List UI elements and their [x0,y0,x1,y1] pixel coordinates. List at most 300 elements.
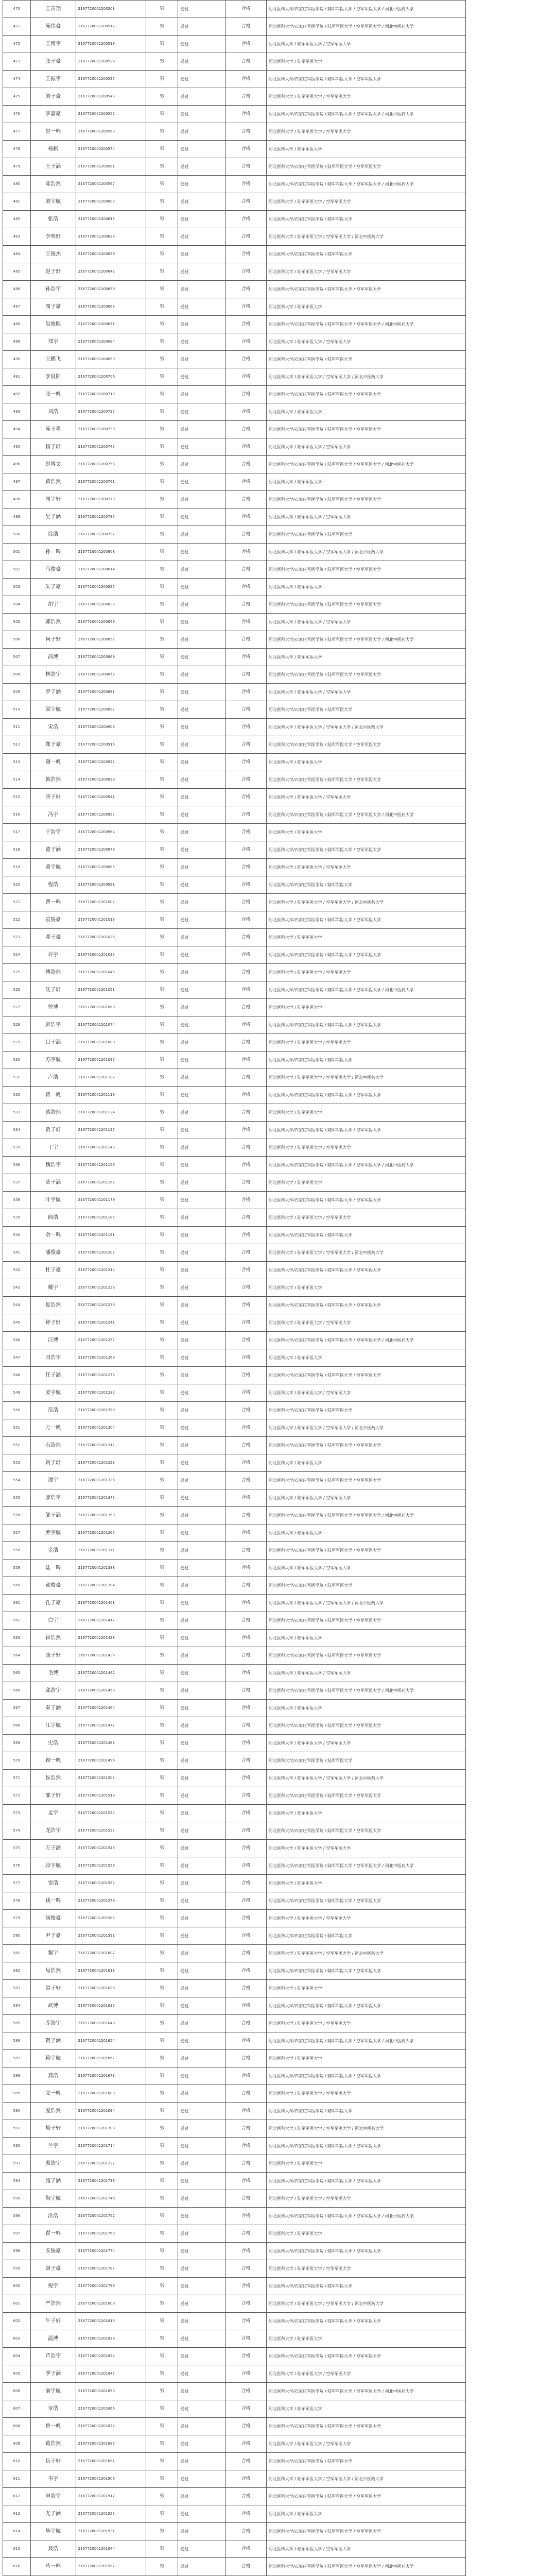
check-result-cell: 通过 [178,106,226,123]
check-result-cell: 通过 [178,614,226,631]
exam-number-cell: 2167720001200938 [76,771,146,789]
candidate-name-cell: 孟宇 [30,1805,76,1822]
check-result-cell: 通过 [178,1630,226,1647]
political-review-cell: 合格 [225,2190,266,2208]
political-review-cell: 合格 [225,53,266,71]
volunteer-schools-cell: 河北医科大学 / 陆军军医大学 / 空军军医大学 [266,1665,465,1682]
candidate-name-cell: 郑宇 [30,333,76,351]
table-row [3,1997,466,2015]
gender-cell: 男 [146,2435,178,2453]
check-result-cell: 通过 [178,684,226,701]
check-result-cell: 通过 [178,2085,226,2103]
volunteer-schools-cell: 河北医科大学 / 陆军军医大学 [266,2505,465,2523]
check-result-cell: 通过 [178,53,226,71]
volunteer-schools-cell: 河北医科大学/石家庄军医学院 / 陆军军医大学 / 空军军医大学 [266,1262,465,1279]
political-review-cell: 合格 [225,1857,266,1875]
gender-cell: 男 [146,1332,178,1349]
gender-cell: 男 [146,2103,178,2120]
political-review-cell: 合格 [225,1577,266,1595]
table-row [3,1279,466,1297]
volunteer-schools-cell: 河北医科大学/石家庄军医学院 / 陆军军医大学 [266,1927,465,1945]
exam-number-cell: 2167720001200738 [76,421,146,438]
volunteer-schools-cell: 河北医科大学 / 陆军军医大学 [266,579,465,596]
gender-cell: 男 [146,2313,178,2330]
check-result-cell: 通过 [178,631,226,649]
row-number-cell: 543 [3,1279,31,1297]
political-review-cell: 合格 [225,649,266,666]
table-row [3,491,466,509]
volunteer-schools-cell: 河北医科大学/石家庄军医学院 / 陆军军医大学 / 空军军医大学 [266,1192,465,1209]
gender-cell: 男 [146,894,178,911]
volunteer-schools-cell: 河北医科大学 / 陆军军医大学 [266,1104,465,1122]
check-result-cell: 通过 [178,894,226,911]
candidate-name-cell: 朱子豪 [30,579,76,596]
check-result-cell: 通过 [178,1419,226,1437]
table-row [3,456,466,473]
gender-cell: 男 [146,1314,178,1332]
gender-cell: 男 [146,1454,178,1472]
political-review-cell: 合格 [225,1314,266,1332]
row-number-cell: 535 [3,1139,31,1157]
gender-cell: 男 [146,1822,178,1840]
check-result-cell: 通过 [178,789,226,806]
check-result-cell: 通过 [178,1052,226,1069]
table-row [3,1157,466,1174]
table-row [3,1577,466,1595]
table-row [3,298,466,316]
table-row [3,1787,466,1805]
political-review-cell: 合格 [225,1384,266,1402]
exam-number-cell: 2167720001201089 [76,1034,146,1052]
candidate-name-cell: 季子涵 [30,2365,76,2383]
row-number-cell: 523 [3,929,31,946]
exam-number-cell: 2167720001200756 [76,456,146,473]
row-number-cell: 589 [3,2085,31,2103]
candidate-name-cell: 姚子轩 [30,1454,76,1472]
check-result-cell: 通过 [178,649,226,666]
political-review-cell: 合格 [225,1087,266,1104]
gender-cell: 男 [146,421,178,438]
volunteer-schools-cell: 河北医科大学/石家庄军医学院 / 陆军军医大学 / 空军军医大学 / 河北中医药大学 [266,2383,465,2400]
check-result-cell: 通过 [178,1647,226,1665]
exam-number-cell: 2167720001200663 [76,298,146,316]
table-row [3,2418,466,2435]
table-row [3,71,466,88]
candidate-name-cell: 康子轩 [30,1647,76,1665]
candidate-name-cell: 毕宇航 [30,2523,76,2540]
row-number-cell: 582 [3,1962,31,1980]
row-number-cell: 580 [3,1927,31,1945]
check-result-cell: 通过 [178,2278,226,2295]
exam-number-cell: 2167720001200690 [76,351,146,368]
political-review-cell: 合格 [225,2365,266,2383]
gender-cell: 男 [146,2400,178,2418]
candidate-name-cell: 黄浩然 [30,473,76,491]
row-number-cell: 555 [3,1489,31,1507]
gender-cell: 男 [146,2225,178,2243]
political-review-cell: 合格 [225,1489,266,1507]
volunteer-schools-cell: 河北医科大学 / 陆军军医大学 / 空军军医大学 / 河北中医药大学 [266,2295,465,2313]
political-review-cell: 合格 [225,2243,266,2260]
check-result-cell: 通过 [178,141,226,158]
row-number-cell: 491 [3,368,31,386]
exam-number-cell: 2167720001201179 [76,1192,146,1209]
exam-number-cell: 2167720001201162 [76,1174,146,1192]
gender-cell: 男 [146,1665,178,1682]
row-number-cell: 475 [3,88,31,106]
table-row [3,1209,466,1227]
table-row [3,263,466,281]
political-review-cell: 合格 [225,1297,266,1314]
gender-cell: 男 [146,1805,178,1822]
political-review-cell: 合格 [225,1332,266,1349]
check-result-cell: 通过 [178,824,226,841]
gender-cell: 男 [146,596,178,614]
table-row [3,1297,466,1314]
table-row [3,316,466,333]
check-result-cell: 通过 [178,1349,226,1367]
row-number-cell: 551 [3,1419,31,1437]
table-row [3,1910,466,1927]
table-row [3,1892,466,1910]
row-number-cell: 557 [3,1524,31,1542]
political-review-cell: 合格 [225,1227,266,1244]
table-row [3,1332,466,1349]
political-review-cell: 合格 [225,526,266,544]
political-review-cell: 合格 [225,2173,266,2190]
candidate-name-cell: 郑子豪 [30,736,76,754]
political-review-cell: 合格 [225,1034,266,1052]
gender-cell: 男 [146,53,178,71]
row-number-cell: 489 [3,333,31,351]
row-number-cell: 606 [3,2383,31,2400]
check-result-cell: 通过 [178,158,226,176]
gender-cell: 男 [146,1209,178,1227]
candidate-name-cell: 韦宇 [30,2470,76,2488]
row-number-cell: 547 [3,1349,31,1367]
political-review-cell: 合格 [225,2540,266,2558]
volunteer-schools-cell: 河北医科大学/石家庄军医学院 / 陆军军医大学 / 空军军医大学 [266,666,465,684]
volunteer-schools-cell: 河北医科大学/石家庄军医学院 / 陆军军医大学 / 空军军医大学 [266,1122,465,1139]
candidate-name-cell: 赖宇航 [30,2050,76,2067]
political-review-cell: 合格 [225,141,266,158]
check-result-cell: 通过 [178,1174,226,1192]
political-review-cell: 合格 [225,1770,266,1787]
political-review-cell: 合格 [225,666,266,684]
row-number-cell: 502 [3,561,31,579]
table-row [3,1016,466,1034]
gender-cell: 男 [146,981,178,999]
political-review-cell: 合格 [225,2032,266,2050]
table-row [3,841,466,859]
volunteer-schools-cell: 河北医科大学/石家庄军医学院 / 陆军军医大学 / 空军军医大学 / 河北中医药大学 [266,1682,465,1700]
volunteer-schools-cell: 河北医科大学/石家庄军医学院 / 陆军军医大学 / 空军军医大学 [266,736,465,754]
exam-number-cell: 2167720001200875 [76,666,146,684]
gender-cell: 男 [146,2278,178,2295]
volunteer-schools-cell: 河北医科大学/石家庄军医学院 / 陆军军医大学 / 空军军医大学 [266,1016,465,1034]
row-number-cell: 531 [3,1069,31,1087]
candidate-name-cell: 邹子涵 [30,1507,76,1524]
gender-cell: 男 [146,1542,178,1560]
table-row [3,859,466,876]
row-number-cell: 501 [3,544,31,561]
check-result-cell: 通过 [178,1244,226,1262]
volunteer-schools-cell: 河北医科大学/石家庄军医学院 / 陆军军医大学 / 空军军医大学 [266,1892,465,1910]
check-result-cell: 通过 [178,946,226,964]
volunteer-schools-cell: 河北医科大学/石家庄军医学院 / 陆军军医大学 / 空军军医大学 [266,946,465,964]
gender-cell: 男 [146,2138,178,2155]
political-review-cell: 合格 [225,71,266,88]
row-number-cell: 567 [3,1700,31,1717]
exam-number-cell: 2167720001201394 [76,1577,146,1595]
row-number-cell: 564 [3,1647,31,1665]
table-row [3,1314,466,1332]
political-review-cell: 合格 [225,1840,266,1857]
volunteer-schools-cell: 河北医科大学/石家庄军医学院 / 陆军军医大学 / 空军军医大学 [266,1647,465,1665]
volunteer-schools-cell: 河北医科大学 / 陆军军医大学 / 空军军医大学 [266,1139,465,1157]
political-review-cell: 合格 [225,2330,266,2348]
candidate-name-cell: 尹子豪 [30,1927,76,1945]
exam-number-cell: 2167720001201648 [76,2015,146,2032]
check-result-cell: 通过 [178,876,226,894]
exam-number-cell: 2167720001200846 [76,614,146,631]
check-result-cell: 通过 [178,544,226,561]
row-number-cell: 526 [3,981,31,999]
table-row [3,1665,466,1682]
gender-cell: 男 [146,1630,178,1647]
volunteer-schools-cell: 河北医科大学/石家庄军医学院 / 陆军军医大学 / 空军军医大学 / 河北中医药大学 [266,2208,465,2225]
candidate-name-cell: 刘子豪 [30,88,76,106]
political-review-cell: 合格 [225,2418,266,2435]
volunteer-schools-cell: 河北医科大学/石家庄军医学院 / 陆军军医大学 / 空军军医大学 [266,491,465,509]
check-result-cell: 通过 [178,71,226,88]
row-number-cell: 508 [3,666,31,684]
volunteer-schools-cell: 河北医科大学/石家庄军医学院 / 陆军军医大学 / 空军军医大学 [266,2243,465,2260]
candidate-name-cell: 余一鸣 [30,1227,76,1244]
candidate-name-cell: 韩浩然 [30,771,76,789]
table-row [3,1524,466,1542]
table-row [3,509,466,526]
volunteer-schools-cell: 河北医科大学 / 陆军军医大学 [266,53,465,71]
row-number-cell: 499 [3,509,31,526]
volunteer-schools-cell: 河北医科大学 / 陆军军医大学 [266,2155,465,2173]
check-result-cell: 通过 [178,1875,226,1892]
political-review-cell: 合格 [225,2208,266,2225]
table-row [3,579,466,596]
gender-cell: 男 [146,298,178,316]
row-number-cell: 509 [3,684,31,701]
exam-number-cell: 2167720001201323 [76,1454,146,1472]
row-number-cell: 616 [3,2558,31,2575]
row-number-cell: 611 [3,2470,31,2488]
row-number-cell: 490 [3,351,31,368]
row-number-cell: 610 [3,2453,31,2470]
table-row [3,2330,466,2348]
political-review-cell: 合格 [225,1122,266,1139]
exam-number-cell: 2167720001201143 [76,1139,146,1157]
row-number-cell: 561 [3,1595,31,1612]
volunteer-schools-cell: 河北医科大学 / 陆军军医大学 [266,1454,465,1472]
volunteer-schools-cell: 河北医科大学/石家庄军医学院 / 陆军军医大学 / 空军军医大学 [266,1472,465,1489]
check-result-cell: 通过 [178,2190,226,2208]
check-result-cell: 通过 [178,1157,226,1174]
table-row [3,1857,466,1875]
row-number-cell: 602 [3,2313,31,2330]
exam-number-cell: 2167720001201727 [76,2155,146,2173]
gender-cell: 男 [146,1349,178,1367]
candidate-name-cell: 苏宇航 [30,1052,76,1069]
table-row [3,2523,466,2540]
row-number-cell: 552 [3,1437,31,1454]
candidate-name-cell: 卢浩 [30,1069,76,1087]
volunteer-schools-cell: 河北医科大学 / 陆军军医大学 / 空军军医大学 / 河北中医药大学 [266,228,465,246]
table-row [3,2278,466,2295]
exam-number-cell: 2167720001201102 [76,1069,146,1087]
political-review-cell: 合格 [225,841,266,859]
gender-cell: 男 [146,333,178,351]
candidate-name-cell: 黎宇 [30,1945,76,1962]
volunteer-schools-cell: 河北医科大学/石家庄军医学院 / 陆军军医大学 / 空军军医大学 [266,1367,465,1384]
candidate-name-cell: 赵子轩 [30,263,76,281]
political-review-cell: 合格 [225,894,266,911]
candidate-name-cell: 魏浩宇 [30,1157,76,1174]
table-row [3,36,466,53]
candidate-name-cell: 钟子轩 [30,1314,76,1332]
volunteer-schools-cell: 河北医科大学/石家庄军医学院 / 陆军军医大学 / 空军军医大学 [266,841,465,859]
political-review-cell: 合格 [225,1192,266,1209]
volunteer-schools-cell: 河北医科大学/石家庄军医学院 / 陆军军医大学 [266,701,465,719]
political-review-cell: 合格 [225,456,266,473]
exam-number-cell: 2167720001201537 [76,1822,146,1840]
volunteer-schools-cell: 河北医科大学 / 陆军军医大学 / 空军军医大学 [266,2085,465,2103]
candidate-name-cell: 杨子轩 [30,438,76,456]
exam-number-cell: 2167720001201613 [76,1962,146,1980]
table-row [3,106,466,123]
table-row [3,2243,466,2260]
candidate-name-cell: 崔浩然 [30,1630,76,1647]
volunteer-schools-cell: 河北医科大学/石家庄军医学院 / 陆军军医大学 / 空军军医大学 [266,561,465,579]
table-row [3,2173,466,2190]
political-review-cell: 合格 [225,824,266,841]
political-review-cell: 合格 [225,1016,266,1034]
table-row [3,2120,466,2138]
candidate-name-cell: 潘俊豪 [30,1244,76,1262]
exam-number-cell: 2167720001201263 [76,1349,146,1367]
row-number-cell: 507 [3,649,31,666]
political-review-cell: 合格 [225,2155,266,2173]
exam-number-cell: 2167720001200519 [76,36,146,53]
table-row [3,438,466,456]
volunteer-schools-cell: 河北医科大学 / 陆军军医大学 / 空军军医大学 [266,1735,465,1752]
exam-number-cell: 2167720001201401 [76,1595,146,1612]
candidate-name-cell: 蔡浩然 [30,1104,76,1122]
row-number-cell: 520 [3,876,31,894]
volunteer-schools-cell: 河北医科大学 / 陆军军医大学 [266,754,465,771]
candidate-name-cell: 任子涵 [30,1367,76,1384]
candidate-name-cell: 沈子轩 [30,981,76,999]
candidate-name-cell: 张一帆 [30,386,76,403]
table-row [3,1682,466,1700]
political-review-cell: 合格 [225,1927,266,1945]
check-result-cell: 通过 [178,421,226,438]
volunteer-schools-cell: 河北医科大学 / 陆军军医大学 / 空军军医大学 [266,1384,465,1402]
row-number-cell: 594 [3,2173,31,2190]
volunteer-schools-cell: 河北医科大学 / 陆军军医大学 / 空军军医大学 / 河北中医药大学 [266,368,465,386]
gender-cell: 男 [146,1034,178,1052]
check-result-cell: 通过 [178,2138,226,2155]
check-result-cell: 通过 [178,211,226,228]
row-number-cell: 565 [3,1665,31,1682]
table-row [3,719,466,736]
check-result-cell: 通过 [178,2313,226,2330]
gender-cell: 男 [146,2260,178,2278]
table-row [3,368,466,386]
table-row [3,946,466,964]
check-result-cell: 通过 [178,1612,226,1630]
row-number-cell: 615 [3,2540,31,2558]
row-number-cell: 601 [3,2295,31,2313]
check-result-cell: 通过 [178,2225,226,2243]
volunteer-schools-cell: 河北医科大学 / 陆军军医大学 / 空军军医大学 [266,1489,465,1507]
row-number-cell: 513 [3,754,31,771]
table-row [3,876,466,894]
political-review-cell: 合格 [225,2313,266,2330]
row-number-cell: 587 [3,2050,31,2067]
candidate-name-cell: 于浩宇 [30,824,76,841]
exam-number-cell: 2167720001201156 [76,1157,146,1174]
table-row [3,1384,466,1402]
candidate-name-cell: 马俊豪 [30,561,76,579]
candidate-name-cell: 李明轩 [30,228,76,246]
check-result-cell: 通过 [178,176,226,193]
row-number-cell: 538 [3,1192,31,1209]
political-review-cell: 合格 [225,36,266,53]
row-number-cell: 583 [3,1980,31,1997]
candidate-name-cell: 牛子轩 [30,2313,76,2330]
candidate-name-cell: 李晨阳 [30,368,76,386]
exam-number-cell: 2167720001201207 [76,1244,146,1262]
exam-number-cell: 2167720001200742 [76,438,146,456]
volunteer-schools-cell: 河北医科大学 / 陆军军医大学 [266,1349,465,1367]
gender-cell: 男 [146,1945,178,1962]
volunteer-schools-cell: 河北医科大学/石家庄军医学院 / 陆军军医大学 / 空军军医大学 / 河北中医药大学 [266,316,465,333]
exam-number-cell: 2167720001201359 [76,1507,146,1524]
check-result-cell: 通过 [178,964,226,981]
candidate-name-cell: 彭浩宇 [30,1016,76,1034]
political-review-cell: 合格 [225,2505,266,2523]
candidate-name-cell: 张子豪 [30,53,76,71]
volunteer-schools-cell: 河北医科大学/石家庄军医学院 / 陆军军医大学 / 空军军医大学 / 河北中医药大学 [266,981,465,999]
gender-cell: 男 [146,2523,178,2540]
political-review-cell: 合格 [225,1174,266,1192]
exam-number-cell: 2167720001200543 [76,88,146,106]
volunteer-schools-cell: 河北医科大学/石家庄军医学院 / 陆军军医大学 [266,2453,465,2470]
exam-number-cell: 2167720001200761 [76,473,146,491]
political-review-cell: 合格 [225,1875,266,1892]
gender-cell: 男 [146,876,178,894]
row-number-cell: 614 [3,2523,31,2540]
candidate-name-cell: 蒋一帆 [30,1087,76,1104]
table-row [3,193,466,211]
volunteer-schools-cell: 河北医科大学 / 陆军军医大学 / 空军军医大学 [266,2435,465,2453]
volunteer-schools-cell: 河北医科大学 / 陆军军医大学 / 空军军医大学 [266,614,465,631]
row-number-cell: 599 [3,2260,31,2278]
candidate-name-cell: 倪宇 [30,2278,76,2295]
check-result-cell: 通过 [178,1997,226,2015]
volunteer-schools-cell: 河北医科大学 / 陆军军医大学 / 空军军医大学 [266,2015,465,2032]
table-row [3,1630,466,1647]
row-number-cell: 562 [3,1612,31,1630]
